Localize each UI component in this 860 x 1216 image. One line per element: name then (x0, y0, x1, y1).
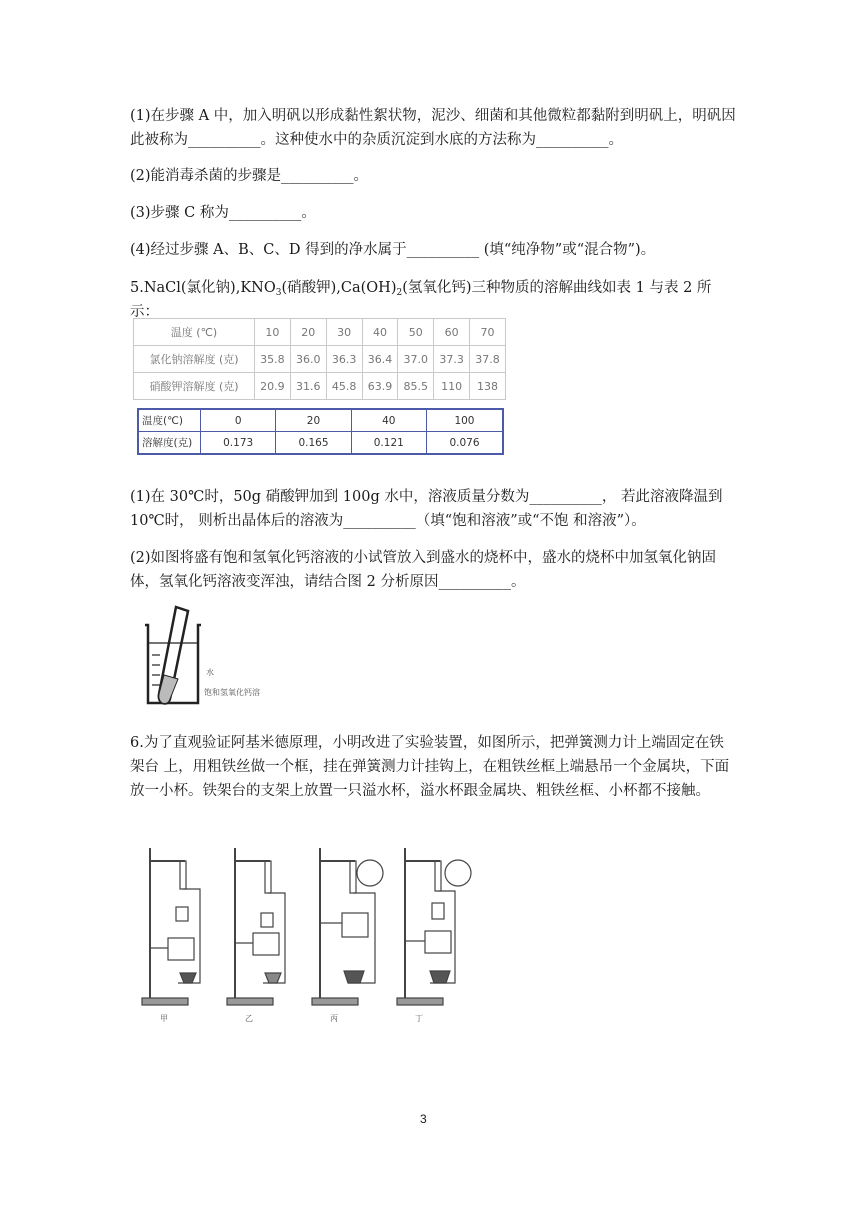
table-cell: 20 (290, 319, 326, 346)
figure-label-yi: 乙 (245, 1014, 253, 1023)
beaker-test-tube-figure (140, 603, 290, 713)
table-cell: 0.121 (351, 432, 426, 455)
table-cell: 硝酸钾溶解度 (克) (134, 373, 255, 400)
table-row (134, 346, 506, 373)
table-cell: 温度(℃) (138, 409, 201, 432)
table-cell: 36.4 (362, 346, 398, 373)
table-row (134, 319, 506, 346)
table-cell: 63.9 (362, 373, 398, 400)
table-cell: 110 (434, 373, 470, 400)
q5-part1: (1)在 30℃时，50g 硝酸钾加到 100g 水中，溶液质量分数为__________， 若此溶液降温到 10℃时， 则析出晶体后的溶液为__________（填“饱和溶液”或“不饱 和溶液”）。 (130, 489, 723, 529)
figure-label-bing: 丙 (330, 1014, 338, 1023)
table-cell: 37.8 (470, 346, 506, 373)
q4-part1: (1)在步骤 A 中，加入明矾以形成黏性絮状物，泥沙、细菌和其他微粒都黏附到明矾上，明矾因此被称为__________。这种使水中的杂质沉淀到水底的方法称为__________。 (130, 108, 736, 148)
table-cell: 35.8 (255, 346, 291, 373)
table-cell: 60 (434, 319, 470, 346)
table-cell: 氯化钠溶解度 (克) (134, 346, 255, 373)
figure-label-ding: 丁 (415, 1014, 423, 1023)
solubility-table-2 (137, 408, 504, 455)
table-cell: 40 (362, 319, 398, 346)
table-cell: 溶解度(克) (138, 432, 201, 455)
table-cell: 70 (470, 319, 506, 346)
figure-label-solution: 饱和氢氧化钙溶 (204, 688, 260, 697)
figure-label-jia: 甲 (160, 1014, 168, 1023)
table-cell: 40 (351, 409, 426, 432)
table-cell: 36.0 (290, 346, 326, 373)
table-cell: 100 (426, 409, 503, 432)
table-cell: 45.8 (326, 373, 362, 400)
archimedes-apparatus-figure (130, 843, 490, 1025)
q4-part3: (3)步骤 C 称为__________。 (130, 205, 316, 221)
table-cell: 138 (470, 373, 506, 400)
page-number: 3 (420, 1112, 427, 1126)
table-cell: 37.0 (398, 346, 434, 373)
table-row (138, 409, 503, 432)
table-cell: 50 (398, 319, 434, 346)
table-cell: 0 (201, 409, 276, 432)
table-cell: 20.9 (255, 373, 291, 400)
table-cell: 31.6 (290, 373, 326, 400)
q5-intro: 5.NaCl(氯化钠)$,KNO_3$(硝酸钾)$,Ca(OH)_2$(氢氧化钙)三种物质的溶解曲线如表 1 与表 2 所示： (130, 280, 712, 320)
table-cell: 30 (326, 319, 362, 346)
q4-part4: (4)经过步骤 A、B、C、D 得到的净水属于__________ (填“纯净物”或“混合物”)。 (130, 242, 656, 258)
table-row (138, 432, 503, 455)
q6-text: 6.为了直观验证阿基米德原理，小明改进了实验装置，如图所示，把弹簧测力计上端固定在铁架台 上，用粗铁丝做一个框，挂在弹簧测力计挂钩上，在粗铁丝框上端悬吊一个金属块，下面放一小杯。铁架台的支架上放置一只溢水杯，溢水杯跟金属块、粗铁丝框、小杯都不接触。 (130, 735, 730, 799)
table-cell: 温度 (℃) (134, 319, 255, 346)
table-row (134, 373, 506, 400)
table-cell: 0.173 (201, 432, 276, 455)
figure-label-water: 水 (206, 668, 214, 677)
solubility-table-1 (133, 318, 506, 400)
q5-part2: (2)如图将盛有饱和氢氧化钙溶液的小试管放入到盛水的烧杯中，盛水的烧杯中加氢氧化钠固体，氢氧化钙溶液变浑浊，请结合图 2 分析原因__________。 (130, 550, 717, 590)
table-cell: 36.3 (326, 346, 362, 373)
table-cell: 0.076 (426, 432, 503, 455)
table-cell: 10 (255, 319, 291, 346)
q4-part2: (2)能消毒杀菌的步骤是__________。 (130, 168, 369, 184)
table-cell: 37.3 (434, 346, 470, 373)
table-cell: 85.5 (398, 373, 434, 400)
table-cell: 0.165 (276, 432, 351, 455)
table-cell: 20 (276, 409, 351, 432)
